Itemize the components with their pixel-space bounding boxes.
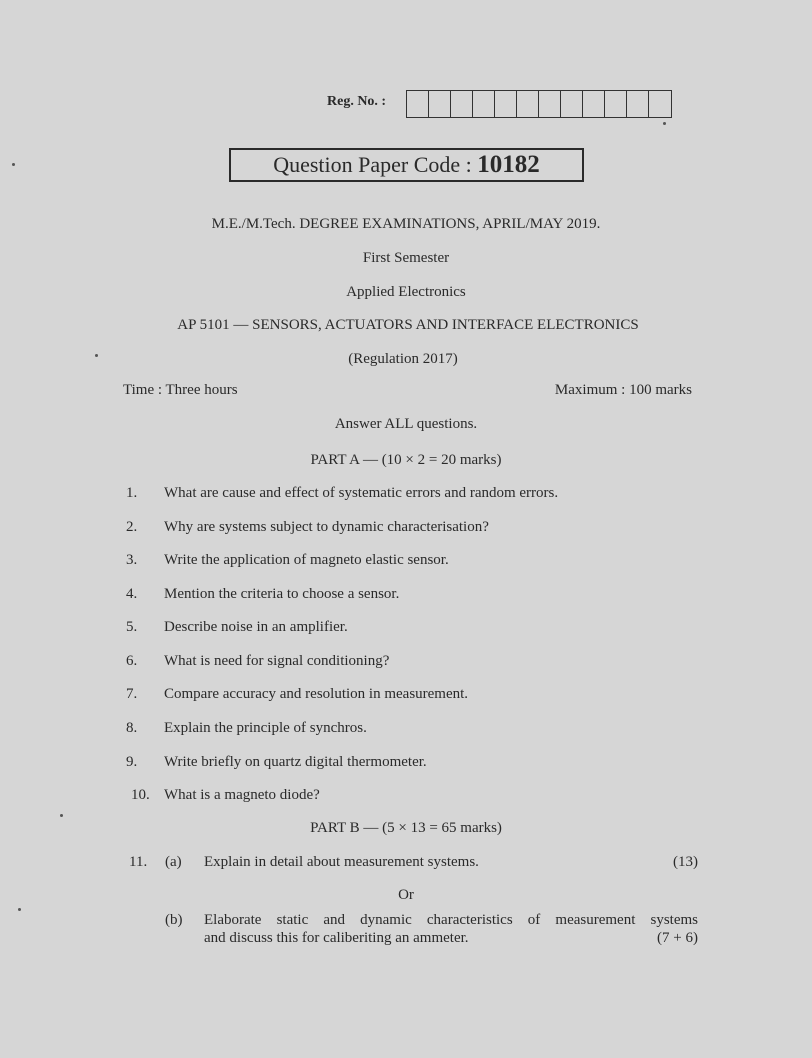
scan-speck	[60, 814, 63, 817]
q11-b-label: (b)	[165, 912, 183, 928]
reg-no-box	[451, 91, 473, 117]
degree-line: M.E./M.Tech. DEGREE EXAMINATIONS, APRIL/MAY 2019.	[211, 216, 601, 232]
question-number: 5.	[126, 619, 138, 635]
instruction: Answer ALL questions.	[334, 416, 478, 432]
qpc-label: Question Paper Code :	[273, 152, 472, 177]
reg-no-box	[649, 91, 671, 117]
question-number: 6.	[126, 653, 138, 669]
question-text: Compare accuracy and resolution in measurement.	[164, 686, 469, 702]
question-number: 3.	[126, 552, 138, 568]
q11-a-label: (a)	[165, 854, 182, 870]
part-a-title: PART A — (10 × 2 = 20 marks)	[310, 452, 502, 468]
semester: First Semester	[362, 250, 450, 266]
branch: Applied Electronics	[346, 284, 466, 300]
subject: AP 5101 — SENSORS, ACTUATORS AND INTERFACE ELECTRONICS	[177, 317, 639, 333]
question-text: Why are systems subject to dynamic characterisation?	[164, 519, 489, 535]
scan-speck	[18, 908, 21, 911]
reg-no-label: Reg. No. :	[327, 94, 387, 109]
question-text: Write briefly on quartz digital thermometer.	[164, 754, 427, 770]
max-marks: Maximum : 100 marks	[554, 382, 692, 398]
reg-no-box	[627, 91, 649, 117]
question-number: 7.	[126, 686, 138, 702]
reg-no-box	[583, 91, 605, 117]
reg-no-boxes	[406, 90, 672, 118]
reg-no-box	[517, 91, 539, 117]
question-number: 8.	[126, 720, 138, 736]
q11-a-marks: (13)	[673, 854, 698, 870]
q11-num: 11.	[129, 854, 148, 870]
reg-no-box	[561, 91, 583, 117]
question-number: 2.	[126, 519, 138, 535]
question-text: Explain the principle of synchros.	[164, 720, 367, 736]
time: Time : Three hours	[123, 382, 238, 398]
question-number: 4.	[126, 586, 138, 602]
reg-no-box	[407, 91, 429, 117]
question-number: 9.	[126, 754, 138, 770]
question-number: 1.	[126, 485, 138, 501]
reg-no-box	[539, 91, 561, 117]
reg-no-box	[473, 91, 495, 117]
part-b-title: PART B — (5 × 13 = 65 marks)	[310, 820, 502, 836]
reg-no-box	[605, 91, 627, 117]
question-text: Describe noise in an amplifier.	[164, 619, 348, 635]
q11-a-text: Explain in detail about measurement systems.	[204, 854, 479, 870]
question-text: Mention the criteria to choose a sensor.	[164, 586, 400, 602]
scan-speck	[663, 122, 666, 125]
q11-b-marks: (7 + 6)	[657, 930, 698, 946]
question-paper-code-box	[229, 148, 584, 182]
question-text: What are cause and effect of systematic errors and random errors.	[164, 485, 559, 501]
reg-no-box	[495, 91, 517, 117]
reg-no-box	[429, 91, 451, 117]
scan-speck	[12, 163, 15, 166]
regulation: (Regulation 2017)	[348, 351, 458, 367]
question-text: What is need for signal conditioning?	[164, 653, 390, 669]
question-text: What is a magneto diode?	[164, 787, 320, 803]
question-number: 10.	[131, 787, 150, 803]
or-separator: Or	[398, 887, 414, 903]
question-text: Write the application of magneto elastic sensor.	[164, 552, 449, 568]
scan-speck	[95, 354, 98, 357]
q11-b-line1: Elaborate static and dynamic characteristics of measurement systems	[204, 912, 698, 928]
q11-b-line2: and discuss this for caliberiting an ammeter.	[204, 930, 469, 946]
qpc-code: 10182	[477, 151, 540, 178]
